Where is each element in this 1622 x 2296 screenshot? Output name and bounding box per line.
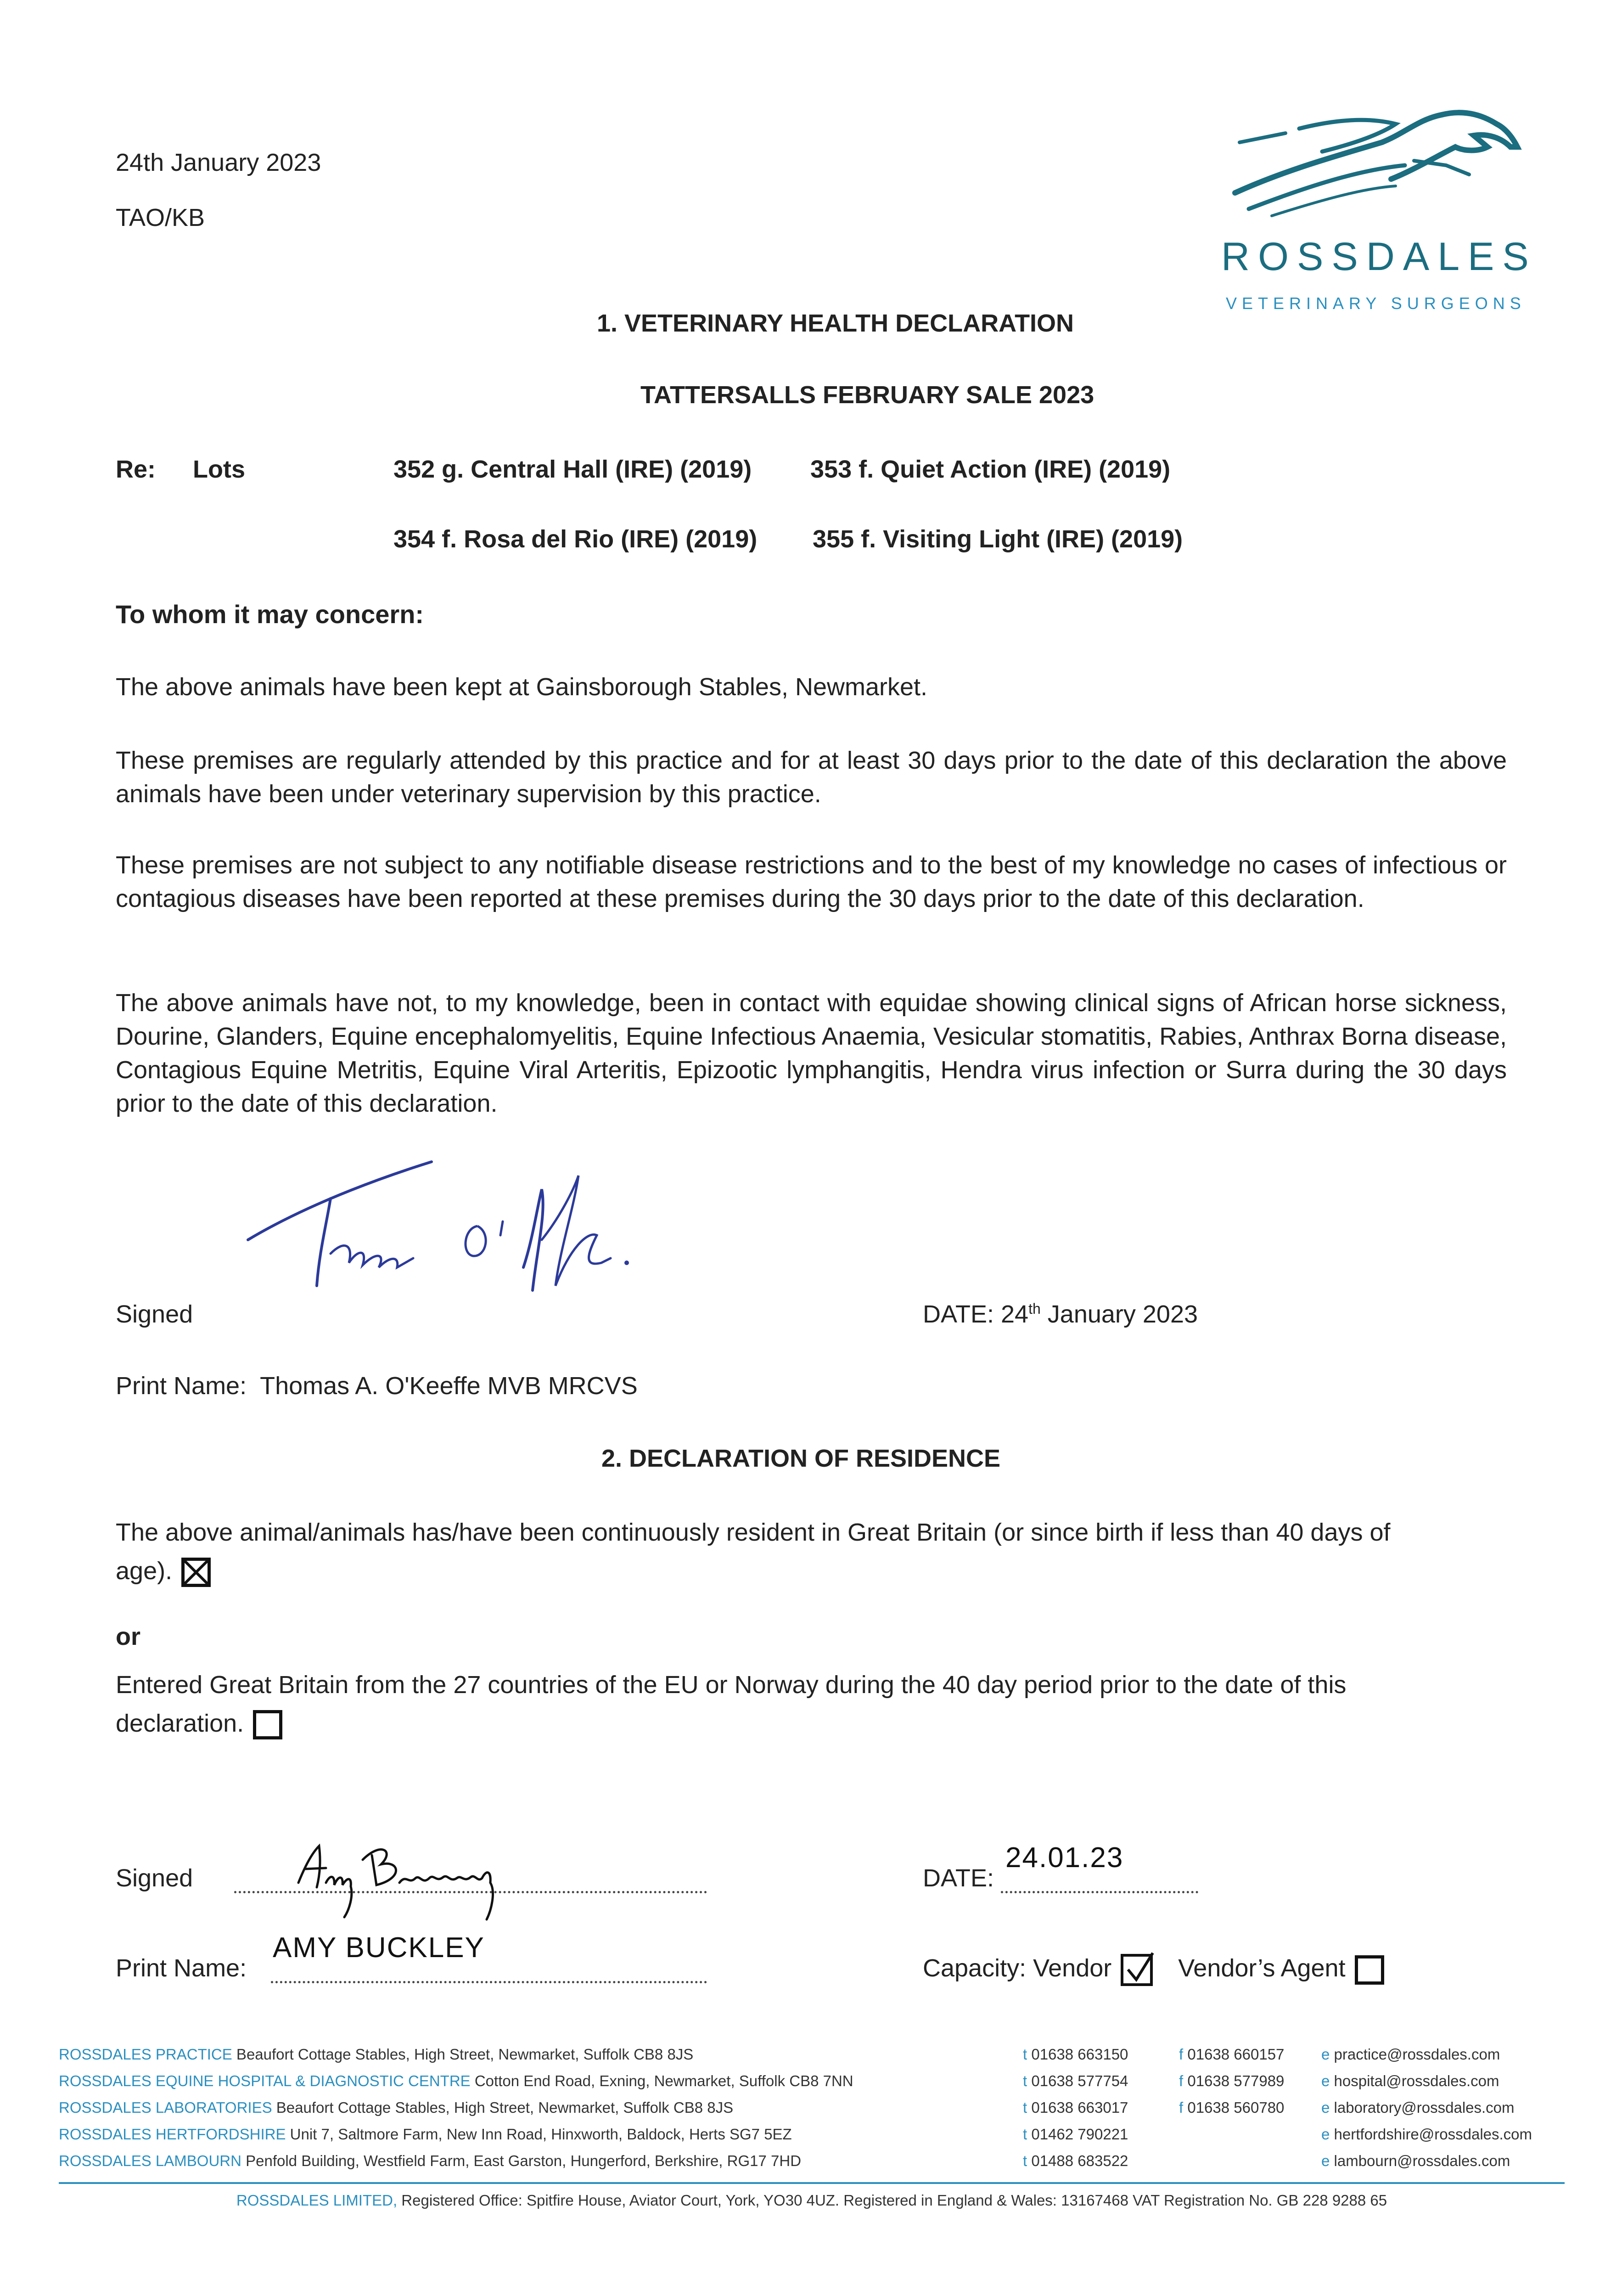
footer-row-2-name: ROSSDALES EQUINE HOSPITAL & DIAGNOSTIC CENTRE <box>59 2072 471 2089</box>
footer-row-4-address: Unit 7, Saltmore Farm, New Inn Road, Hinxworth, Baldock, Herts SG7 5EZ <box>286 2126 792 2143</box>
vendor-checkbox[interactable] <box>1121 1954 1153 1986</box>
print-name-vet: Thomas A. O'Keeffe MVB MRCVS <box>260 1372 638 1400</box>
footer-row-4 <box>59 2123 1574 2150</box>
company-name: ROSSDALES LIMITED, <box>236 2192 398 2209</box>
footer-row-5-t: 01488 683522 <box>1031 2152 1128 2169</box>
footer-t-label: t <box>1023 2099 1027 2116</box>
paragraph-3: These premises are not subject to any notifiable disease restrictions and to the best of my knowledge no cases of infectious or contagious diseases have been reported at these premises during the 30 days prior to the date of this declaration. <box>116 851 1507 912</box>
footer-e-label: e <box>1321 2099 1330 2116</box>
section1-title: 1. VETERINARY HEALTH DECLARATION <box>597 310 1074 337</box>
footer-row-5-email[interactable] <box>1321 2150 1510 2172</box>
print-name-label-2: Print Name: <box>116 1954 247 1982</box>
residence-option-2-checkbox[interactable] <box>253 1710 282 1739</box>
footer-row-1-e: practice@rossdales.com <box>1334 2046 1500 2063</box>
footer-row-3-address: Beaufort Cottage Stables, High Street, Newmarket, Suffolk CB8 8JS <box>272 2099 734 2116</box>
footer-f-label: f <box>1179 2099 1184 2116</box>
residence-option-2-text: Entered Great Britain from the 27 countries of the EU or Norway during the 40 day period prior to the date of this declaration. <box>116 1671 1347 1737</box>
section1-subtitle: TATTERSALLS FEBRUARY SALE 2023 <box>640 381 1094 409</box>
footer-row-2-fax <box>1179 2070 1284 2092</box>
footer-row-2-address: Cotton End Road, Exning, Newmarket, Suffolk CB8 7NN <box>470 2072 853 2089</box>
footer-row-5-name: ROSSDALES LAMBOURN <box>59 2152 241 2169</box>
footer-t-label: t <box>1023 2046 1027 2063</box>
lot-354: 354 f. Rosa del Rio (IRE) (2019) <box>393 525 758 553</box>
footer-row-2-t: 01638 577754 <box>1031 2072 1128 2089</box>
footer-row-4-t: 01462 790221 <box>1031 2126 1128 2143</box>
footer-divider <box>59 2182 1565 2184</box>
footer-row-5-e: lambourn@rossdales.com <box>1334 2152 1510 2169</box>
footer-row-4-e: hertfordshire@rossdales.com <box>1334 2126 1532 2143</box>
footer-row-3-f: 01638 560780 <box>1187 2099 1285 2116</box>
footer-row-3-e: laboratory@rossdales.com <box>1334 2099 1515 2116</box>
vet-date <box>923 1298 1198 1331</box>
print-name-label-1: Print Name: <box>116 1372 247 1400</box>
paragraph-2: These premises are regularly attended by this practice and for at least 30 days prior to the date of this declaration the above animals have been under veterinary supervision by this practice. <box>116 747 1507 808</box>
owner-print-name: AMY BUCKLEY <box>273 1932 485 1964</box>
company-registration <box>59 2189 1565 2212</box>
footer-f-label: f <box>1179 2046 1184 2063</box>
footer-row-4-name: ROSSDALES HERTFORDSHIRE <box>59 2126 286 2143</box>
capacity-row <box>923 1952 1384 1986</box>
print-name-row-1 <box>116 1369 638 1403</box>
residence-option-1-checkbox[interactable] <box>181 1558 211 1587</box>
vet-date-rest: January 2023 <box>1040 1300 1198 1328</box>
footer-row-3-phone <box>1023 2097 1128 2119</box>
vet-date-label: DATE: 24 <box>923 1300 1029 1328</box>
date-line-2 <box>1001 1891 1198 1893</box>
footer-row-1-phone <box>1023 2043 1128 2065</box>
agent-label: Vendor’s Agent <box>1178 1954 1346 1982</box>
owner-date-label: DATE: <box>923 1864 994 1892</box>
footer-row-3-email[interactable] <box>1321 2097 1515 2119</box>
print-name-line-2 <box>271 1981 707 1983</box>
residence-option-1 <box>116 1514 1433 1590</box>
residence-option-1-text: The above animal/animals has/have been continuously resident in Great Britain (or since birth if less than 40 days of age). <box>116 1519 1391 1585</box>
reference: TAO/KB <box>116 204 205 231</box>
or-label: or <box>116 1623 140 1650</box>
footer-row-5-phone <box>1023 2150 1128 2172</box>
signed-label-2: Signed <box>116 1864 193 1892</box>
footer-row-2 <box>59 2070 1574 2097</box>
footer-t-label: t <box>1023 2126 1027 2143</box>
lots-label: Lots <box>193 456 245 483</box>
footer-row-1-address: Beaufort Cottage Stables, High Street, Newmarket, Suffolk CB8 8JS <box>232 2046 694 2063</box>
footer-row-3-fax <box>1179 2097 1284 2119</box>
lot-352: 352 g. Central Hall (IRE) (2019) <box>393 456 752 483</box>
company-logo <box>1212 101 1543 331</box>
owner-date-value: 24.01.23 <box>1005 1842 1124 1874</box>
paragraph-4: The above animals have not, to my knowledge, been in contact with equidae showing clinical signs of African horse sickness, Dourine, Glanders, Equine encephalomyelitis, Equine Infectious Anaemia, Vesicular stomatitis, Rabies, Anthrax Borna disease, Contagious Equine Metritis, Equine Viral Arteritis, Epizootic lymphangitis, Hendra virus infection or Surra during the 30 days prior to the date of this declaration. <box>116 989 1507 1117</box>
company-details: Registered Office: Spitfire House, Aviator Court, York, YO30 4UZ. Registered in England & Wales: 13167468 VAT Registration No. GB 228 9288 65 <box>397 2192 1387 2209</box>
footer-t-label: t <box>1023 2152 1027 2169</box>
horse-logo-icon <box>1230 101 1524 220</box>
footer-row-1-t: 01638 663150 <box>1031 2046 1128 2063</box>
capacity-label: Capacity: Vendor <box>923 1954 1112 1982</box>
agent-checkbox[interactable] <box>1355 1955 1384 1985</box>
lot-353: 353 f. Quiet Action (IRE) (2019) <box>810 456 1171 483</box>
footer-e-label: e <box>1321 2046 1330 2063</box>
footer-e-label: e <box>1321 2072 1330 2089</box>
footer-row-1-name: ROSSDALES PRACTICE <box>59 2046 232 2063</box>
footer <box>59 2043 1574 2177</box>
footer-row-4-email[interactable] <box>1321 2123 1532 2145</box>
footer-row-1-fax <box>1179 2043 1284 2065</box>
footer-row-1-f: 01638 660157 <box>1187 2046 1285 2063</box>
re-label: Re: <box>116 456 156 483</box>
logo-tagline: VETERINARY SURGEONS <box>1226 294 1526 313</box>
owner-signature <box>294 1832 533 1924</box>
footer-row-5-address: Penfold Building, Westfield Farm, East Garston, Hungerford, Berkshire, RG17 7HD <box>241 2152 802 2169</box>
paragraph-1: The above animals have been kept at Gainsborough Stables, Newmarket. <box>116 673 928 701</box>
footer-f-label: f <box>1179 2072 1184 2089</box>
lot-355: 355 f. Visiting Light (IRE) (2019) <box>813 525 1183 553</box>
letter-date: 24th January 2023 <box>116 149 321 176</box>
footer-t-label: t <box>1023 2072 1027 2089</box>
footer-row-1 <box>59 2043 1574 2070</box>
footer-e-label: e <box>1321 2126 1330 2143</box>
footer-row-5 <box>59 2150 1574 2177</box>
footer-row-4-phone <box>1023 2123 1128 2145</box>
footer-row-2-f: 01638 577989 <box>1187 2072 1285 2089</box>
footer-row-3-t: 01638 663017 <box>1031 2099 1128 2116</box>
footer-row-1-email[interactable] <box>1321 2043 1500 2065</box>
footer-row-2-email[interactable] <box>1321 2070 1499 2092</box>
footer-row-2-phone <box>1023 2070 1128 2092</box>
footer-row-2-e: hospital@rossdales.com <box>1334 2072 1499 2089</box>
vet-date-sup: th <box>1028 1300 1041 1317</box>
vet-signature <box>239 1148 652 1300</box>
footer-row-3 <box>59 2097 1574 2123</box>
logo-name: ROSSDALES <box>1221 235 1537 279</box>
section2-title: 2. DECLARATION OF RESIDENCE <box>601 1445 1001 1472</box>
footer-e-label: e <box>1321 2152 1330 2169</box>
residence-option-2 <box>116 1666 1433 1743</box>
footer-row-3-name: ROSSDALES LABORATORIES <box>59 2099 272 2116</box>
salutation: To whom it may concern: <box>116 600 424 629</box>
signed-label-1: Signed <box>116 1300 193 1328</box>
